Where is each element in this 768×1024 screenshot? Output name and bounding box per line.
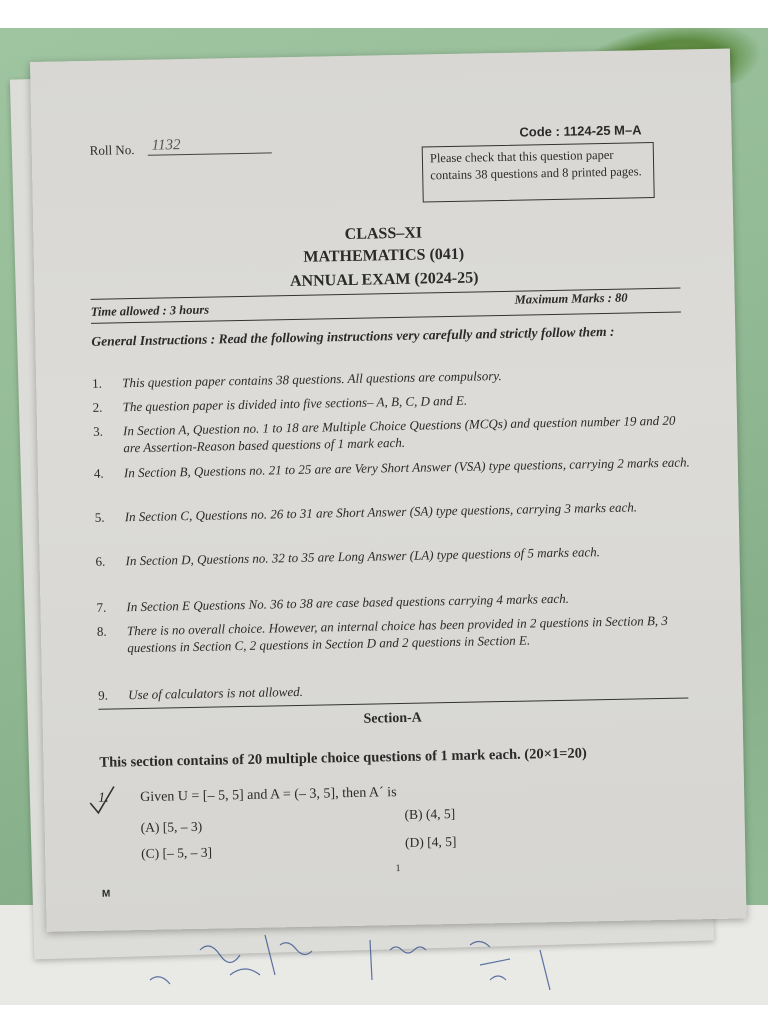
class-title: CLASS–XI [344, 224, 423, 243]
maximum-marks: Maximum Marks : 80 [514, 290, 628, 307]
instruction-text: There is no overall choice. However, an internal choice has been provided in 2 questions in Section B, 3 questions in Section C, 2 questions in Section D and 2 questions in Section E. [126, 612, 668, 656]
roll-no-value: 1132 [147, 135, 271, 155]
paper-code: Code : 1124-25 M–A [519, 122, 642, 140]
option-c: (C) [– 5, – 3] [141, 844, 213, 862]
instruction-item [95, 541, 695, 569]
instruction-item [98, 675, 698, 703]
instruction-number: 8. [96, 623, 107, 639]
footer-mark: M [101, 888, 111, 900]
section-title: Section-A [363, 710, 422, 727]
instruction-text: Use of calculators is not allowed. [128, 683, 304, 703]
instruction-number: 2. [92, 399, 103, 415]
instruction-text: This question paper contains 38 questions. All questions are compulsory. [122, 368, 502, 391]
instruction-item [96, 587, 696, 615]
section-description: This section contains of 20 multiple choice questions of 1 mark each. (20×1=20) [99, 745, 587, 771]
instruction-text: The question paper is divided into five sections– A, B, C, D and E. [122, 392, 468, 415]
notice-box: Please check that this question paper contains 38 questions and 8 printed pages. [422, 142, 655, 202]
instruction-number: 6. [95, 553, 106, 569]
instruction-number: 9. [98, 687, 109, 703]
instruction-text: In Section B, Questions no. 21 to 25 are are Very Short Answer (VSA) type questions, carrying 2 marks each. [123, 454, 690, 481]
instruction-text: In Section C, Questions no. 26 to 31 are Short Answer (SA) type questions, carrying 3 marks each. [124, 499, 638, 525]
page-number: 1 [395, 863, 401, 875]
instruction-item [92, 363, 692, 391]
instruction-number: 3. [92, 423, 103, 439]
exam-title: ANNUAL EXAM (2024-25) [289, 269, 479, 291]
option-d: (D) [4, 5] [404, 833, 457, 850]
instruction-number: 5. [94, 509, 105, 525]
exam-page [30, 49, 747, 932]
instruction-text: In Section D, Questions no. 32 to 35 are Long Answer (LA) type questions of 5 marks each. [125, 544, 601, 569]
instruction-text: In Section A, Question no. 1 to 18 are Multiple Choice Questions (MCQs) and question number 19 and 20 are Assertion-Reason based questions of 1 mark each. [122, 412, 676, 456]
time-allowed: Time allowed : 3 hours [90, 302, 210, 319]
question-number: 1. [98, 790, 109, 806]
general-instructions: General Instructions : Read the following instructions very carefully and strictly follow them : [91, 323, 615, 349]
instruction-item [94, 497, 695, 525]
question-text: Given U = [– 5, 5] and A = (– 3, 5], then A´ is [139, 785, 397, 806]
option-b: (B) (4, 5] [404, 805, 456, 822]
roll-no-label: Roll No. [89, 142, 135, 158]
option-a: (A) [5, – 3) [140, 818, 203, 836]
subject-title: MATHEMATICS (041) [303, 245, 465, 266]
handwritten-scribbles [0, 920, 768, 1000]
instruction-number: 7. [96, 599, 107, 615]
instruction-text: In Section E Questions No. 36 to 38 are case based questions carrying 4 marks each. [126, 590, 570, 615]
instruction-number: 1. [92, 375, 103, 391]
instruction-number: 4. [93, 465, 104, 481]
